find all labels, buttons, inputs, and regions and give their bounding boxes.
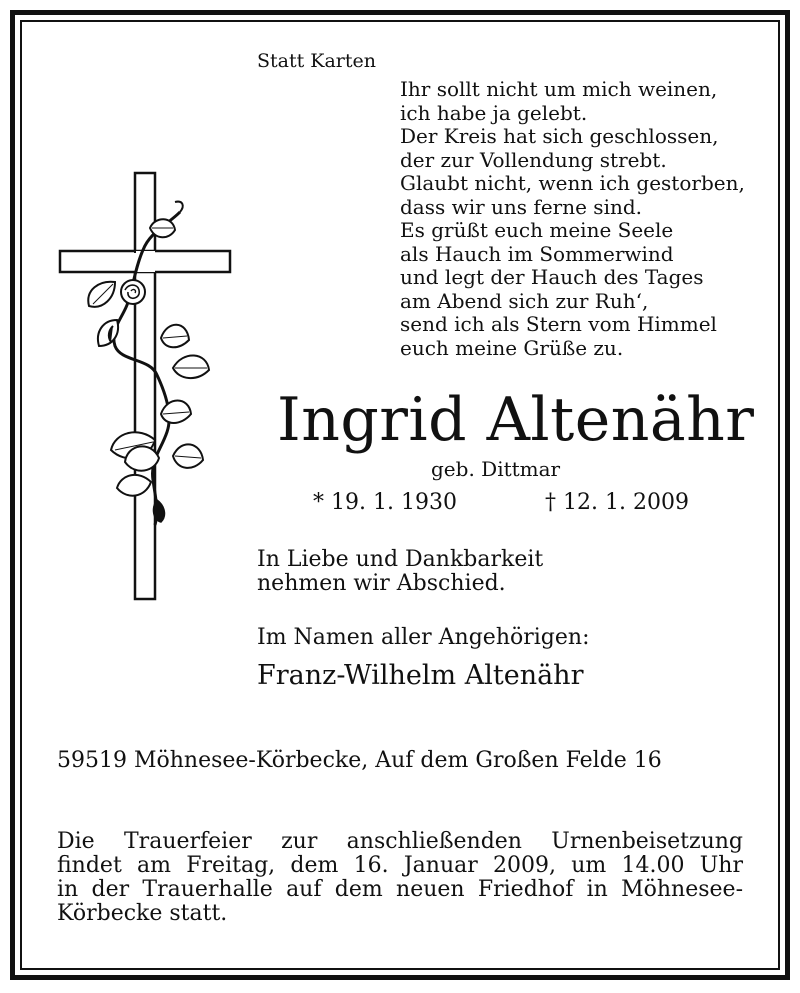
poem-line: Es grüßt euch meine Seele <box>400 218 674 242</box>
farewell-line: In Liebe und Dankbarkeit <box>257 547 544 572</box>
farewell-text <box>257 548 543 596</box>
poem-line: Glaubt nicht, wenn ich gestorben, <box>400 171 745 195</box>
death-date: † 12. 1. 2009 <box>545 490 689 515</box>
birth-date: * 19. 1. 1930 <box>313 490 457 515</box>
family-label: Im Namen aller Angehörigen: <box>257 625 590 650</box>
deceased-name: Ingrid Altenähr <box>277 385 755 455</box>
poem-line: ich habe ja gelebt. <box>400 100 588 125</box>
poem-line: send ich als Stern vom Himmel <box>400 312 717 336</box>
signer-name: Franz-Wilhelm Altenähr <box>257 660 584 691</box>
poem-line: Der Kreis hat sich geschlossen, <box>400 124 719 148</box>
funeral-info <box>57 830 743 926</box>
funeral-line: in der Trauerhalle auf dem neuen Friedhof in Möhnesee- <box>57 877 743 902</box>
poem-line: dass wir uns ferne sind. <box>400 194 643 219</box>
poem-line: der zur Vollendung strebt. <box>400 147 667 172</box>
intro-text: Statt Karten <box>257 50 377 72</box>
poem-line: euch meine Grüße zu. <box>400 335 624 360</box>
poem-line: und legt der Hauch des Tages <box>400 265 704 289</box>
poem-line: als Hauch im Sommerwind <box>400 241 674 266</box>
funeral-line: Die Trauerfeier zur anschließenden Urnenbeisetzung <box>57 829 743 854</box>
maiden-name: geb. Dittmar <box>431 457 561 481</box>
cross-with-rose-vine-icon <box>55 170 240 602</box>
address: 59519 Möhnesee-Körbecke, Auf dem Großen Felde 16 <box>57 748 662 773</box>
funeral-line: Körbecke statt. <box>57 901 228 926</box>
farewell-line: nehmen wir Abschied. <box>257 571 506 596</box>
poem <box>400 78 745 360</box>
poem-line: am Abend sich zur Ruh‘, <box>400 288 649 313</box>
funeral-line: findet am Freitag, dem 16. Januar 2009, um 14.00 Uhr <box>57 853 743 878</box>
poem-line: Ihr sollt nicht um mich weinen, <box>400 77 718 101</box>
